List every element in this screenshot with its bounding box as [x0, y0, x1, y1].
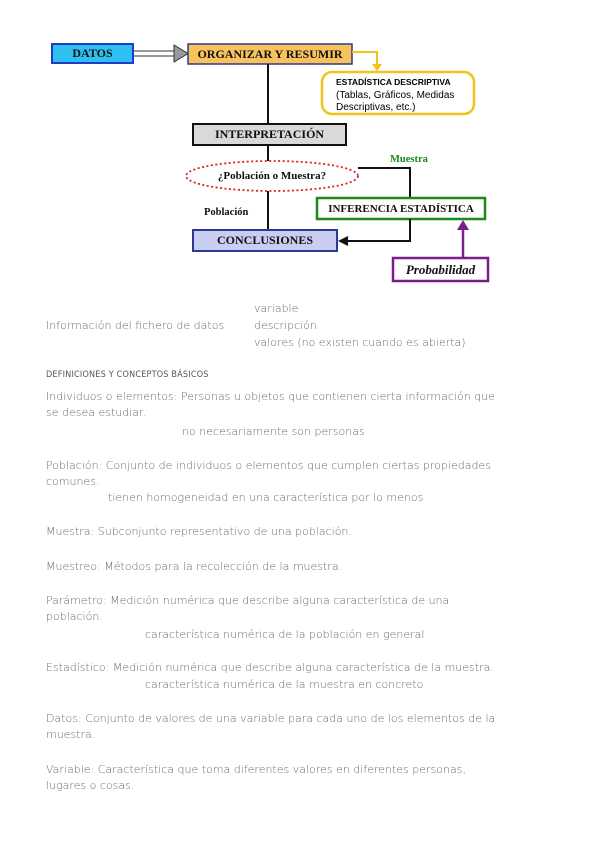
def-muestra: Muestra: Subconjunto representativo de una población.: [46, 525, 352, 538]
def-individuos-l2: se desea estudiar.: [46, 406, 147, 419]
fichero-item-descripcion: descripción: [254, 319, 317, 332]
def-estadistico-note: característica numérica de la muestra en concreto: [145, 678, 424, 691]
def-parametro-l2: población.: [46, 610, 103, 623]
def-poblacion-l1: Población: Conjunto de individuos o elementos que cumplen ciertas propiedades: [46, 459, 491, 472]
def-individuos-l1: Individuos o elementos: Personas u objetos que contienen cierta información que: [46, 390, 495, 403]
fichero-item-variable: variable: [254, 302, 299, 315]
conclusiones-label: CONCLUSIONES: [216, 233, 314, 247]
flow-diagram: [0, 0, 600, 300]
def-poblacion-note: tienen homogeneidad en una característica por lo menos: [108, 491, 424, 504]
def-parametro-l1: Parámetro: Medición numérica que describe alguna característica de una: [46, 594, 450, 607]
def-parametro-note: característica numérica de la población en general: [145, 628, 425, 641]
organizar-label: ORGANIZAR Y RESUMIR: [197, 46, 343, 61]
inferencia-label: INFERENCIA ESTADÍSTICA: [328, 202, 474, 215]
def-estadistico-l1: Estadístico: Medición numérica que describe alguna característica de la muestra.: [46, 661, 494, 674]
def-datos-l1: Datos: Conjunto de valores de una variable para cada uno de los elementos de la: [46, 712, 496, 725]
estadistica-descriptiva: [336, 76, 468, 114]
def-variable-l1: Variable: Característica que toma diferentes valores en diferentes personas,: [46, 763, 466, 776]
section-title: DEFINICIONES Y CONCEPTOS BÁSICOS: [46, 370, 209, 380]
poblacion-muestra-label: ¿Población o Muestra?: [217, 170, 327, 182]
muestra-branch-label: Muestra: [390, 154, 428, 165]
datos-label: DATOS: [72, 46, 113, 60]
def-muestreo: Muestreo: Métodos para la recolección de la muestra.: [46, 560, 343, 573]
def-variable-l2: lugares o cosas.: [46, 779, 135, 792]
def-datos-l2: muestra.: [46, 728, 96, 741]
estadistica-body: (Tablas, Gráficos, Medidas Descriptivas, etc.): [336, 90, 455, 113]
def-individuos-note: no necesariamente son personas: [182, 425, 365, 438]
fichero-item-valores: valores (no existen cuando es abierta): [254, 336, 466, 349]
interpretacion-label: INTERPRETACIÓN: [214, 127, 325, 141]
poblacion-branch-label: Población: [204, 207, 249, 218]
estadistica-title: ESTADÍSTICA DESCRIPTIVA: [336, 77, 451, 87]
fichero-label: Información del fichero de datos: [46, 319, 225, 332]
def-poblacion-l2: comunes.: [46, 475, 100, 488]
probabilidad-label: Probabilidad: [405, 261, 476, 277]
